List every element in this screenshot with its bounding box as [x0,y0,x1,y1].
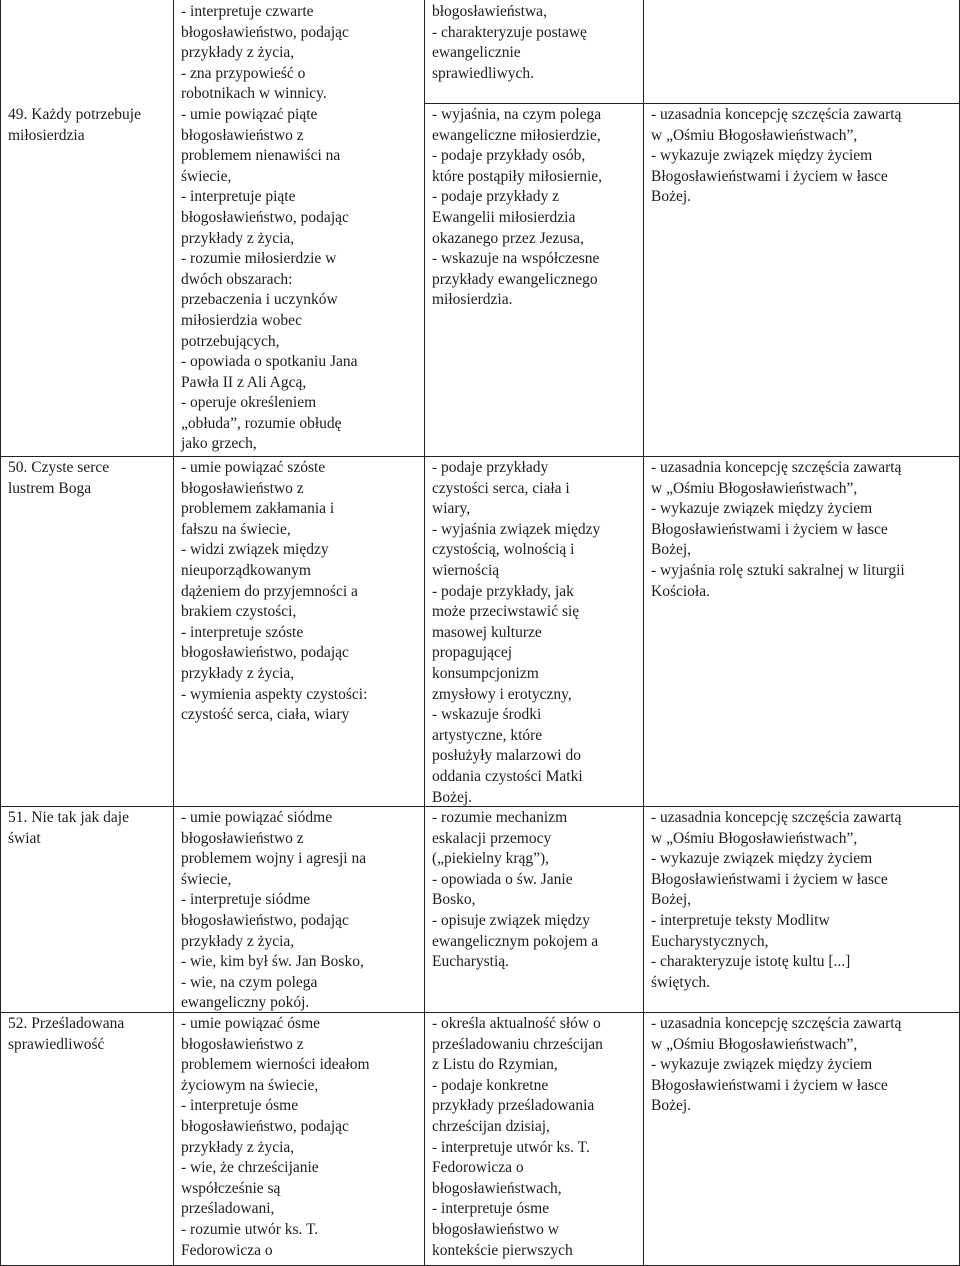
skills-line: świecie, [181,870,232,888]
skills-line: fałszu na świecie, [181,520,291,538]
skills-line: - umie powiązać siódme [181,809,333,826]
row-divider [424,103,960,104]
skills-line: - operuje określeniem [181,394,317,412]
extended-line: Bożej. [651,1097,692,1115]
basic-requirements-cell [426,1014,642,1261]
skills-line: przykłady z życia, [181,932,295,950]
skills-line: dwóch obszarach: [181,270,293,288]
basic-line: masowej kulturze [432,623,542,641]
topic-line: 49. Każdy potrzebuje [8,106,141,123]
topic-line: 50. Czyste serce [8,459,110,476]
basic-line: wiernością [432,561,500,579]
extended-line: w „Ośmiu Błogosławieństwach”, [651,479,858,497]
skills-line: miłosierdzia wobec [181,311,302,329]
extended-line: Błogosławieństwami i życiem w łasce [651,167,888,185]
skills-line: - wie, że chrześcijanie [181,1159,319,1177]
basic-line: - charakteryzuje postawę [432,23,587,41]
extended-line: - wyjaśnia rolę sztuki sakralnej w liturgii [651,561,905,579]
basic-line: czystością, wolnością i [432,541,575,559]
basic-line: eskalacji przemocy [432,829,552,847]
extended-requirements-cell [645,105,959,208]
extended-line: - wykazuje związek między życiem [651,500,873,518]
basic-line: chrześcijan dzisiaj, [432,1117,550,1135]
skills-line: Pawła II z Ali Agcą, [181,373,307,391]
basic-requirements-cell [426,105,642,311]
extended-line: Bożej. [651,188,692,206]
skills-line: problemem zakłamania i [181,500,335,518]
skills-line: błogosławieństwo z [181,479,304,497]
skills-line: przebaczenia i uczynków [181,291,338,309]
skills-line: prześladowani, [181,1200,275,1218]
basic-line: - podaje przykłady osób, [432,147,586,165]
row-divider [0,1012,960,1013]
topic-cell [2,808,172,849]
basic-line: („piekielny krąg”), [432,850,550,868]
basic-line: które postąpiły miłosiernie, [432,167,603,185]
basic-line: - wyjaśnia związek między [432,520,601,538]
basic-line: prześladowaniu chrześcijan [432,1035,603,1053]
skills-line: współcześnie są [181,1179,281,1197]
basic-line: wiary, [432,500,471,518]
topic-line: 52. Prześladowana [8,1015,125,1032]
basic-line: miłosierdzia. [432,291,513,309]
skills-cell [175,1014,423,1261]
skills-line: „obłuda”, rozumie obłudę [181,414,342,432]
skills-line: błogosławieństwo, podając [181,208,349,226]
basic-line: przykłady prześladowania [432,1097,595,1115]
extended-line: Bożej, [651,541,692,559]
skills-line: brakiem czystości, [181,603,297,621]
basic-line: artystyczne, które [432,726,543,744]
skills-cell [175,808,423,1014]
skills-line: błogosławieństwo, podając [181,1117,349,1135]
skills-line: robotnikach w winnicy. [181,85,327,103]
basic-line: Ewangelii miłosierdzia [432,208,576,226]
extended-line: Kościoła. [651,582,710,600]
skills-line: - zna przypowieść o [181,64,306,82]
basic-line: Eucharystią. [432,953,510,971]
basic-line: kontekście pierwszych [432,1241,573,1259]
skills-line: przykłady z życia, [181,229,295,247]
skills-line: nieuporządkowanym [181,561,311,579]
basic-line: może przeciwstawić się [432,603,580,621]
basic-line: z Listu do Rzymian, [432,1056,558,1074]
extended-line: Eucharystycznych, [651,932,769,950]
skills-line: - wie, kim był św. Jan Bosko, [181,953,364,971]
extended-line: - uzasadnia koncepcję szczęścia zawartą [651,459,902,476]
extended-line: - charakteryzuje istotę kultu [...] [651,953,851,971]
basic-requirements-cell [426,808,642,973]
skills-line: przykłady z życia, [181,44,295,62]
basic-line: błogosławieństwach, [432,1179,562,1197]
basic-line: okazanego przez Jezusa, [432,229,584,247]
skills-line: błogosławieństwo, podając [181,23,349,41]
basic-line: - wyjaśnia, na czym polega [432,106,602,123]
basic-line: oddania czystości Matki [432,767,583,785]
extended-requirements-cell [645,458,959,602]
skills-line: Fedorowicza o [181,1241,273,1259]
basic-line: posłużyły malarzowi do [432,747,581,765]
extended-line: - interpretuje teksty Modlitw [651,911,830,929]
topic-line: lustrem Boga [8,479,92,497]
skills-line: - wymienia aspekty czystości: [181,685,368,703]
skills-line: przykłady z życia, [181,664,295,682]
skills-line: - wie, na czym polega [181,973,318,991]
skills-line: - rozumie miłosierdzie w [181,250,337,268]
skills-line: czystość serca, ciała, wiary [181,706,350,724]
basic-line: ewangelicznie [432,44,521,62]
topic-line: miłosierdzia [8,126,85,144]
skills-line: błogosławieństwo z [181,126,304,144]
basic-line: Fedorowicza o [432,1159,524,1177]
extended-line: w „Ośmiu Błogosławieństwach”, [651,1035,858,1053]
skills-line: - interpretuje siódme [181,891,311,909]
basic-line: Bożej. [432,788,473,806]
basic-line: - interpretuje utwór ks. T. [432,1138,590,1156]
basic-line: czystości serca, ciała i [432,479,570,497]
skills-line: - interpretuje ósme [181,1097,299,1115]
extended-line: Bożej, [651,891,692,909]
basic-requirements-cell [426,458,642,808]
skills-line: - widzi związek między [181,541,329,559]
extended-line: - uzasadnia koncepcję szczęścia zawartą [651,106,902,123]
extended-requirements-cell [645,808,959,993]
skills-line: jako grzech, [181,435,257,453]
column-divider [424,0,425,1266]
basic-line: Bosko, [432,891,476,909]
basic-line: propagującej [432,644,513,662]
basic-line: - podaje przykłady [432,459,549,476]
basic-line: - podaje przykłady, jak [432,582,574,600]
skills-line: - umie powiązać piąte [181,105,318,123]
extended-line: - uzasadnia koncepcję szczęścia zawartą [651,809,902,826]
row-divider [0,456,960,457]
topic-cell [2,1014,172,1055]
skills-line: błogosławieństwo, podając [181,911,349,929]
skills-line: problemem wierności ideałom [181,1056,370,1074]
extended-requirements-cell [645,1014,959,1117]
skills-line: ewangeliczny pokój. [181,994,310,1012]
basic-line: - opowiada o św. Janie [432,870,573,888]
skills-line: problemem wojny i agresji na [181,850,367,868]
extended-line: w „Ośmiu Błogosławieństwach”, [651,829,858,847]
basic-line: konsumpcjonizm [432,664,539,682]
skills-line: błogosławieństwo z [181,1035,304,1053]
basic-line: błogosławieństwo w [432,1220,560,1238]
basic-line: - wskazuje środki [432,706,542,724]
extended-line: - uzasadnia koncepcję szczęścia zawartą [651,1015,902,1032]
topic-line: 51. Nie tak jak daje [8,809,129,826]
topic-cell [2,458,172,499]
basic-line: przykłady ewangelicznego [432,270,598,288]
skills-cell [175,458,423,726]
skills-line: dążeniem do przyjemności a [181,582,358,600]
skills-cell [175,2,423,455]
skills-line: - umie powiązać ósme [181,1015,321,1032]
topic-line: świat [8,829,41,847]
skills-line: - interpretuje szóste [181,623,304,641]
basic-line: sprawiedliwych. [432,64,535,82]
extended-line: - wykazuje związek między życiem [651,1056,873,1074]
extended-line: Błogosławieństwami i życiem w łasce [651,1076,888,1094]
basic-requirements-cell [426,2,642,84]
basic-line: - określa aktualność słów o [432,1015,601,1032]
basic-line: ewangelicznym pokojem a [432,932,599,950]
extended-line: - wykazuje związek między życiem [651,850,873,868]
extended-line: świętych. [651,973,710,991]
basic-line: - podaje przykłady z [432,188,559,206]
skills-line: błogosławieństwo z [181,829,304,847]
skills-line: - rozumie utwór ks. T. [181,1220,319,1238]
basic-line: błogosławieństwa, [432,3,547,20]
column-divider [643,0,644,1266]
topic-cell [2,105,172,146]
basic-line: zmysłowy i erotyczny, [432,685,572,703]
extended-line: Błogosławieństwami i życiem w łasce [651,870,888,888]
skills-line: świecie, [181,167,232,185]
basic-line: - interpretuje ósme [432,1200,550,1218]
skills-line: - opowiada o spotkaniu Jana [181,353,358,371]
extended-line: - wykazuje związek między życiem [651,147,873,165]
basic-line: - opisuje związek między [432,911,590,929]
skills-line: życiowym na świecie, [181,1076,319,1094]
column-divider [173,0,174,1266]
skills-line: - umie powiązać szóste [181,459,326,476]
skills-line: - interpretuje czwarte [181,3,314,20]
column-divider [0,0,1,1266]
extended-line: w „Ośmiu Błogosławieństwach”, [651,126,858,144]
basic-line: - rozumie mechanizm [432,809,568,826]
basic-line: - wskazuje na współczesne [432,250,600,268]
skills-line: - interpretuje piąte [181,188,296,206]
skills-line: przykłady z życia, [181,1138,295,1156]
basic-line: - podaje konkretne [432,1076,549,1094]
basic-line: ewangeliczne miłosierdzie, [432,126,601,144]
skills-line: błogosławieństwo, podając [181,644,349,662]
skills-line: potrzebujących, [181,332,280,350]
extended-line: Błogosławieństwami i życiem w łasce [651,520,888,538]
skills-line: problemem nienawiści na [181,147,341,165]
topic-line: sprawiedliwość [8,1035,105,1053]
